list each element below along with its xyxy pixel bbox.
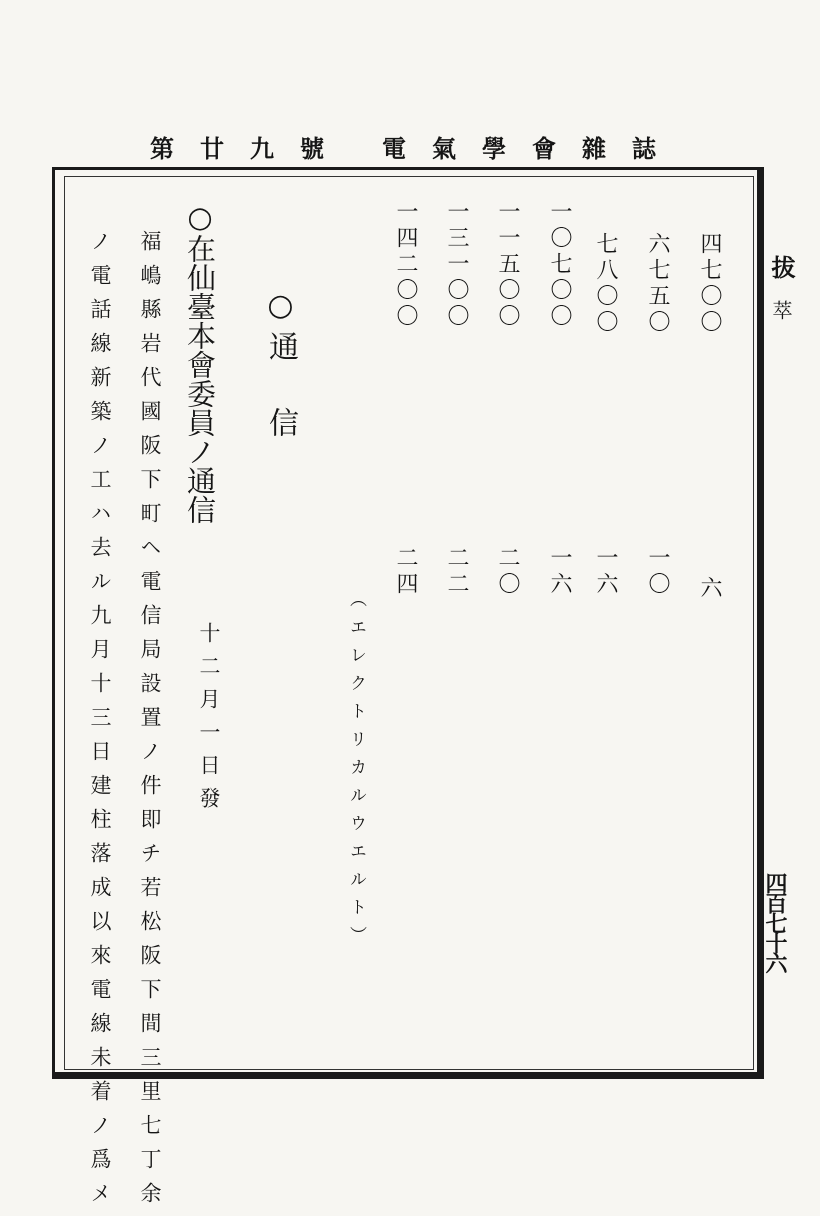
table-value: 一一五〇〇 [495,200,520,330]
table-value: 二〇 [495,546,520,598]
section-label: 拔 [767,255,796,279]
page-number: 四百七十六 [762,872,788,972]
table-value: 七八〇〇 [593,232,618,336]
unit-note: （エレクトリカルウエルト） [346,590,366,954]
section-heading: ○通 信 [263,288,298,445]
table-value: 一四二〇〇 [393,200,418,330]
article-title: ○在仙臺本會委員ノ通信 [183,200,217,524]
table-value: 二四 [393,546,418,598]
table-value: 二二 [444,546,469,598]
table-value: 一三一〇〇 [444,200,469,330]
table-value: 一〇七〇〇 [547,200,572,330]
body-line: ノ電話線新築ノ工ハ去ル九月十三日建柱落成以來電線未着ノ爲メ [88,230,112,1216]
table-value: 一〇 [645,546,670,598]
table-value: 六 [697,576,722,602]
table-value: 六七五〇 [645,232,670,336]
section-label-2: 萃 [769,300,793,320]
table-value: 一六 [547,546,572,598]
journal-title: 電氣學會雜誌 [382,133,682,163]
body-line: 福嶋縣岩代國阪下町ヘ電信局設置ノ件即チ若松阪下間三里七丁余 [138,230,162,1216]
article-date: 十二月一日發 [197,622,221,820]
issue-number: 第廿九號 [150,133,350,163]
table-value: 一六 [593,546,618,598]
table-value: 四七〇〇 [697,232,722,336]
